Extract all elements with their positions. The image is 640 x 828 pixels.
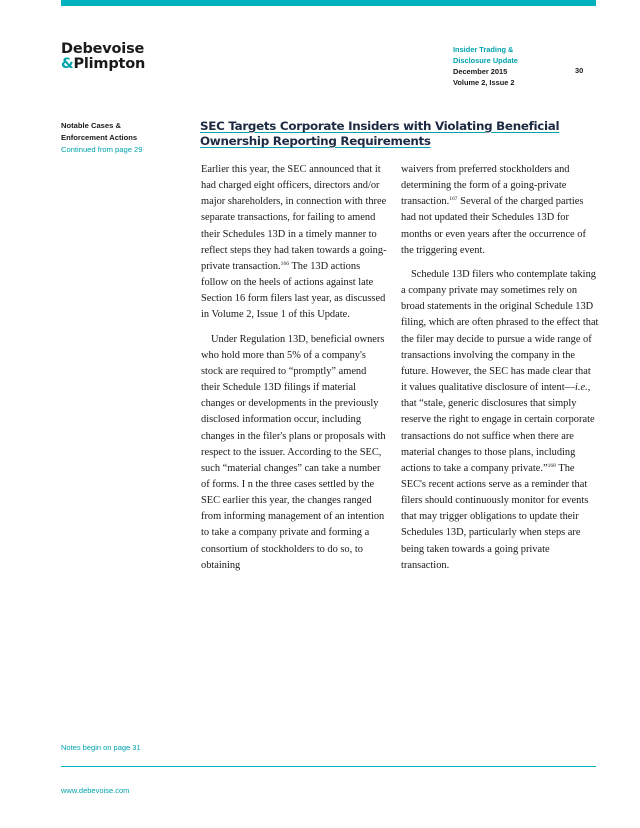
publication-info — [453, 44, 518, 88]
logo-line-1: Debevoise — [61, 41, 145, 57]
article-column-1 — [201, 162, 387, 582]
footnote-ref[interactable]: 166 — [280, 260, 290, 267]
article-title-line-2: Ownership Reporting Requirements — [200, 134, 431, 148]
article-title — [200, 119, 600, 149]
footer-divider — [61, 766, 596, 767]
logo-line-2-text: Plimpton — [73, 56, 146, 72]
logo-ampersand: & — [61, 56, 74, 72]
firm-logo — [61, 42, 145, 72]
section-name-line-2: Enforcement Actions — [61, 133, 138, 142]
logo-line-2 — [61, 57, 145, 72]
paragraph: waivers from preferred stockholders and determining the form of a going-private transaction.$^{167}$ Several of the charged parties had not updated their Schedules 13D for months or even years after the occurrence of the triggering event. — [401, 164, 586, 256]
italic-text: i.e. — [575, 382, 588, 394]
article-title-line-1: SEC Targets Corporate Insiders with Violating Beneficial — [200, 119, 560, 133]
footnote-ref[interactable]: 168 — [547, 462, 556, 469]
paragraph: Under Regulation 13D, beneficial owners who hold more than 5% of a company's stock are required to “promptly” amend their Schedule 13D filings if material changes or developments in the previously disclosed information occur, including changes in the filer's plans or proposals with respect to the issuer. According to the SEC, such “material changes” can take a number of forms. I n the three cases settled by the SEC earlier this year, the changes ranged from informing management of an intention to take a company private and forming a consortium of stockholders to do so, to obtaining — [201, 333, 386, 571]
publication-title-line-1: Insider Trading & — [453, 45, 514, 54]
paragraph: Schedule 13D filers who contemplate taking a company private may sometimes rely on broad statements in the original Schedule 13D filing, which are often phrased to the effect that the filer may decide to pursue a wide range of transactions involving the company in the future. However, the SEC has made clear that it values qualitative disclosure of intent—i.e., that “stale, generic disclosures that simply reserve the right to engage in certain corporate transactions do not suffice when there are material changes to those plans, including actions to take a company private.”$^{168}$ The SEC's recent actions serve as a reminder that filers should continuously monitor for events that may trigger obligations to update their Schedules 13D, particularly when steps are being taken towards a going private transaction. — [401, 268, 599, 571]
continued-from-link[interactable]: Continued from page 29 — [61, 145, 143, 154]
publication-date: December 2015 — [453, 67, 508, 76]
page-number: 30 — [575, 66, 584, 75]
footer-url-link[interactable]: www.debevoise.com — [61, 786, 130, 795]
top-accent-bar — [61, 0, 596, 6]
publication-title-line-2: Disclosure Update — [453, 56, 518, 65]
publication-volume: Volume 2, Issue 2 — [453, 78, 515, 87]
paragraph: Earlier this year, the SEC announced that it had charged eight officers, directors and/or major shareholders, in connection with three separate transactions, for failing to amend their Schedules 13D in a timely manner to reflect steps they had taken towards a going-private transaction.$^{166}$ The 13D actions follow on the heels of actions against late Section 16 form filers last year, as discussed in Volume 2, Issue 1 of this Update. — [201, 164, 387, 321]
section-name-line-1: Notable Cases & — [61, 121, 121, 130]
sidebar — [61, 120, 181, 156]
notes-link[interactable]: Notes begin on page 31 — [61, 743, 141, 752]
article-column-2 — [401, 162, 599, 582]
footnote-ref[interactable]: 167 — [449, 196, 458, 203]
